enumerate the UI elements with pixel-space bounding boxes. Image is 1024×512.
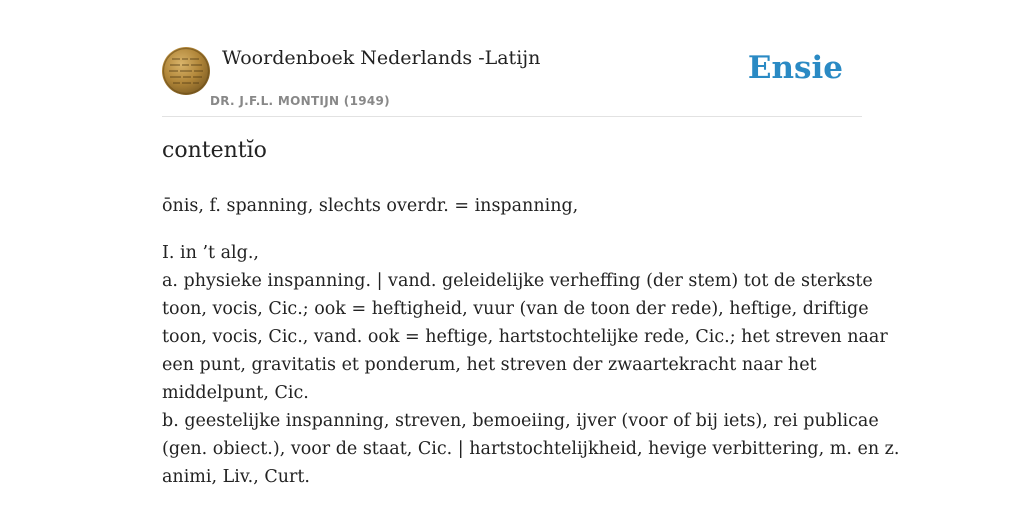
entry-intro bbox=[162, 192, 862, 220]
headword-vowel: ĭ bbox=[246, 138, 254, 163]
sense-a-line: a. physieke inspanning. | vand. geleidelijke verheffing (der stem) tot de sterkste bbox=[162, 271, 873, 291]
coin-inscription-icon[interactable] bbox=[162, 47, 210, 95]
brand-logo[interactable]: Ensie bbox=[747, 50, 843, 86]
entry-definition bbox=[162, 192, 900, 491]
headword bbox=[162, 138, 267, 163]
book-title[interactable]: Woordenboek Nederlands -Latijn bbox=[222, 47, 541, 69]
sense-section bbox=[162, 239, 900, 491]
sense-b-line: (gen. obiect.), voor de staat, Cic. | hartstochtelijkheid, hevige verbittering, m. en z. bbox=[162, 439, 900, 459]
sense-a-line: toon, vocis, Cic., vand. ook = heftige, hartstochtelijke rede, Cic.; het streven naar bbox=[162, 327, 888, 347]
section-heading: I. in ’t alg., bbox=[162, 243, 259, 263]
sense-b-line: b. geestelijke inspanning, streven, bemoeiing, ijver (voor of bij iets), rei publicae bbox=[162, 411, 879, 431]
sense-a-line: een punt, gravitatis et ponderum, het streven der zwaartekracht naar het bbox=[162, 355, 817, 375]
headword-prefix: content bbox=[162, 138, 247, 163]
sense-a-line: toon, vocis, Cic.; ook = heftigheid, vuur (van de toon der rede), heftige, driftige bbox=[162, 299, 869, 319]
headword-suffix: o bbox=[253, 138, 267, 163]
dictionary-header bbox=[162, 44, 862, 117]
intro-stem: ō bbox=[162, 196, 173, 216]
sense-a-line: middelpunt, Cic. bbox=[162, 383, 309, 403]
book-author: DR. J.F.L. MONTIJN (1949) bbox=[210, 94, 390, 108]
intro-text: nis, f. spanning, slechts overdr. = inspanning, bbox=[172, 196, 579, 216]
sense-b-line: animi, Liv., Curt. bbox=[162, 467, 310, 487]
